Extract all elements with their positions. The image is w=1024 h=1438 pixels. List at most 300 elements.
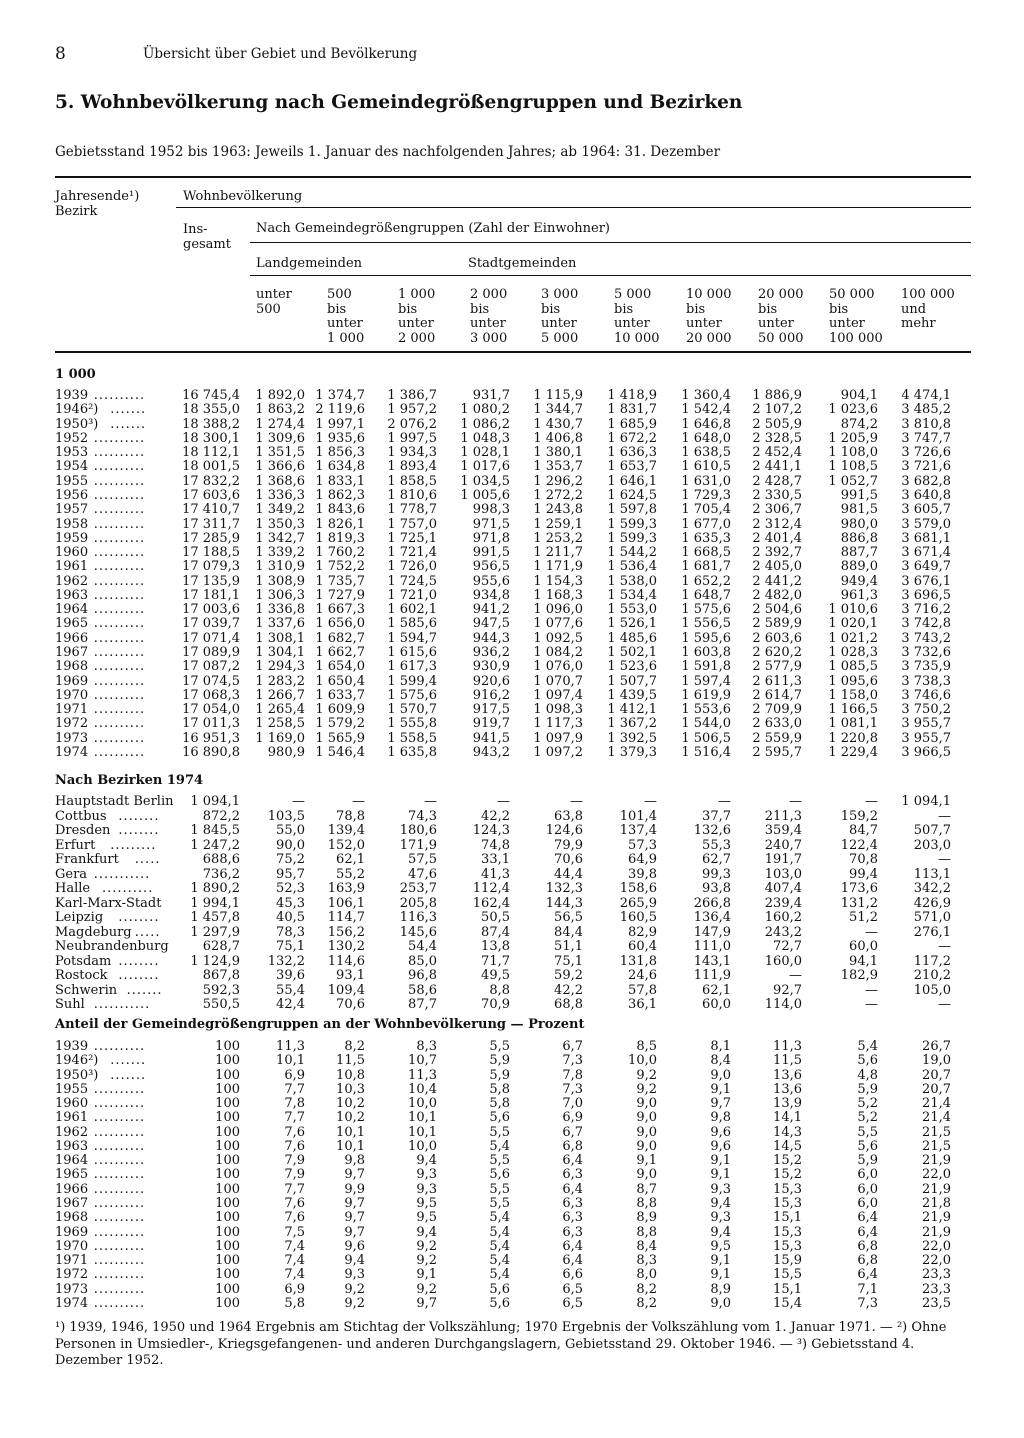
- row-label: 1961: [55, 559, 89, 575]
- table-cell: 163,9: [327, 881, 365, 896]
- table-cell: 85,0: [408, 953, 437, 969]
- table-cell: 956,5: [472, 559, 510, 575]
- table-cell: 96,8: [408, 968, 437, 983]
- table-cell: 17 188,5: [182, 545, 240, 561]
- table-cell: 130,2: [327, 939, 365, 954]
- table-cell: 52,3: [276, 881, 305, 896]
- table-cell: 1 412,1: [607, 702, 657, 718]
- table-cell: 71,7: [481, 953, 510, 969]
- table-cell: 342,2: [913, 881, 951, 896]
- column-header: 1 000 bis unter 2 000: [398, 287, 436, 346]
- table-cell: 931,7: [472, 388, 510, 403]
- table-cell: 2 330,5: [752, 487, 802, 503]
- leader-dots: ...........: [93, 866, 151, 882]
- header-bottom-rule: [55, 351, 971, 353]
- table-cell: 42,4: [276, 997, 305, 1012]
- wohnbevoelkerung-header: Wohnbevölkerung: [183, 189, 303, 204]
- leader-dots: ..........: [93, 1167, 146, 1183]
- table-cell: 13,9: [773, 1096, 802, 1112]
- table-cell: 2 505,9: [752, 416, 802, 432]
- table-cell: 1 599,4: [387, 673, 437, 689]
- table-cell: 17 089,9: [182, 645, 240, 661]
- table-cell: 3 732,6: [901, 645, 951, 661]
- table-cell: 1 220,8: [828, 730, 878, 746]
- table-cell: 13,6: [773, 1067, 802, 1083]
- table-row: [0, 1097, 1024, 1111]
- table-cell: 9,2: [636, 1081, 657, 1097]
- table-cell: 15,2: [773, 1153, 802, 1169]
- table-cell: 6,4: [857, 1224, 878, 1240]
- table-cell: 21,5: [922, 1138, 951, 1154]
- table-cell: 5,6: [489, 1110, 510, 1126]
- table-cell: 1 994,1: [190, 895, 240, 911]
- table-cell: 100: [215, 1067, 240, 1083]
- table-cell: 5,6: [489, 1281, 510, 1297]
- table-cell: 991,5: [840, 487, 878, 503]
- table-cell: 9,5: [710, 1238, 731, 1254]
- table-row: [0, 546, 1024, 560]
- leader-dots: ..........: [93, 1138, 146, 1154]
- table-cell: 9,0: [710, 1295, 731, 1311]
- table-row: [0, 432, 1024, 446]
- table-cell: 100: [215, 1210, 240, 1226]
- table-cell: 22,0: [922, 1238, 951, 1254]
- table-cell: 8,1: [710, 1039, 731, 1054]
- table-cell: 947,5: [472, 616, 510, 632]
- table-cell: 1 735,7: [315, 573, 365, 589]
- table-cell: 100: [215, 1238, 240, 1254]
- table-cell: 17 039,7: [182, 616, 240, 632]
- row-label: 1968: [55, 659, 89, 675]
- table-row: [0, 1183, 1024, 1197]
- table-cell: 79,9: [554, 837, 583, 853]
- table-cell: 9,4: [710, 1195, 731, 1211]
- table-cell: 13,8: [481, 939, 510, 954]
- table-cell: 872,2: [202, 808, 240, 824]
- row-label: 1971: [55, 1253, 89, 1269]
- table-cell: 1 609,9: [315, 702, 365, 718]
- table-cell: 1 575,6: [681, 602, 731, 618]
- row-label: 1974: [55, 745, 89, 760]
- table-cell: 15,5: [773, 1267, 802, 1283]
- table-cell: 6,7: [562, 1124, 583, 1140]
- table-cell: 9,7: [344, 1167, 365, 1183]
- table-cell: 9,6: [710, 1138, 731, 1154]
- table-cell: 21,8: [922, 1195, 951, 1211]
- table-cell: 1 344,7: [533, 402, 583, 418]
- table-cell: 100: [215, 1224, 240, 1240]
- table-cell: 6,6: [562, 1267, 583, 1283]
- row-label: 1964: [55, 1153, 89, 1169]
- table-cell: 18 001,5: [182, 459, 240, 475]
- leader-dots: ..........: [93, 730, 146, 746]
- table-row: [0, 632, 1024, 646]
- row-label: 1952: [55, 430, 89, 446]
- table-cell: 2 633,0: [752, 716, 802, 732]
- table-cell: 2 328,5: [752, 430, 802, 446]
- nach-gruppen-header: Nach Gemeindegrößengruppen (Zahl der Einwohner): [256, 221, 610, 236]
- table-cell: 7,8: [284, 1096, 305, 1112]
- table-cell: 1 682,7: [315, 630, 365, 646]
- table-cell: 10,7: [408, 1053, 437, 1069]
- table-cell: 3 955,7: [901, 716, 951, 732]
- table-cell: 17 079,3: [182, 559, 240, 575]
- table-cell: 21,9: [922, 1181, 951, 1197]
- table-cell: 74,3: [408, 808, 437, 824]
- table-row: [0, 1226, 1024, 1240]
- leader-dots: ........: [118, 968, 160, 983]
- table-cell: 60,0: [702, 997, 731, 1012]
- table-cell: 84,7: [849, 823, 878, 838]
- table-cell: 1 862,3: [315, 487, 365, 503]
- table-cell: 9,6: [710, 1124, 731, 1140]
- row-label: 1950³): [55, 1067, 99, 1083]
- table-cell: 2 589,9: [752, 616, 802, 632]
- table-cell: 57,3: [628, 837, 657, 853]
- table-cell: 5,2: [857, 1110, 878, 1126]
- table-cell: 100: [215, 1053, 240, 1069]
- leader-dots: ..........: [93, 745, 146, 760]
- table-cell: 50,5: [481, 910, 510, 925]
- table-cell: 1 094,1: [190, 794, 240, 809]
- table-cell: 3 640,8: [901, 487, 951, 503]
- table-cell: 991,5: [472, 545, 510, 561]
- table-cell: 60,0: [849, 939, 878, 954]
- table-cell: 980,9: [267, 745, 305, 760]
- table-cell: 1 668,5: [681, 545, 731, 561]
- table-cell: 13,6: [773, 1081, 802, 1097]
- table-cell: 1 086,2: [460, 416, 510, 432]
- table-cell: 9,5: [416, 1210, 437, 1226]
- table-cell: 1 624,5: [607, 487, 657, 503]
- table-cell: 21,4: [922, 1110, 951, 1126]
- table-cell: 100: [215, 1253, 240, 1269]
- row-label: Neubrandenburg: [55, 939, 169, 954]
- table-cell: 8,0: [636, 1267, 657, 1283]
- table-cell: 70,6: [336, 997, 365, 1012]
- table-cell: 1 349,2: [255, 502, 305, 518]
- leader-dots: ..........: [93, 388, 146, 403]
- table-cell: 9,2: [344, 1281, 365, 1297]
- table-cell: 10,0: [408, 1096, 437, 1112]
- row-label: 1950³): [55, 416, 99, 432]
- table-cell: 8,7: [636, 1181, 657, 1197]
- leader-dots: ..........: [102, 881, 154, 896]
- table-cell: 1 819,3: [315, 530, 365, 546]
- table-cell: 934,8: [472, 587, 510, 603]
- table-cell: 100: [215, 1110, 240, 1126]
- table-cell: 15,1: [773, 1210, 802, 1226]
- table-row: [0, 1040, 1024, 1054]
- table-cell: 1 856,3: [315, 445, 365, 461]
- table-cell: 147,9: [693, 924, 731, 940]
- table-cell: 2 452,4: [752, 445, 802, 461]
- table-cell: 1 005,6: [460, 487, 510, 503]
- row-label: 1958: [55, 516, 89, 532]
- table-cell: 15,3: [773, 1181, 802, 1197]
- leader-dots: ..........: [93, 702, 146, 718]
- table-cell: 1 392,5: [607, 730, 657, 746]
- table-cell: 15,3: [773, 1238, 802, 1254]
- table-cell: 131,2: [840, 895, 878, 911]
- table-cell: 736,2: [202, 866, 240, 882]
- table-cell: 2 428,7: [752, 473, 802, 489]
- table-cell: 10,0: [628, 1053, 657, 1069]
- table-cell: 688,6: [202, 852, 240, 867]
- table-cell: 8,4: [710, 1053, 731, 1069]
- table-cell: 874,2: [840, 416, 878, 432]
- table-cell: 42,2: [481, 808, 510, 824]
- table-cell: 55,2: [336, 866, 365, 882]
- table-cell: 9,1: [710, 1153, 731, 1169]
- table-cell: 14,1: [773, 1110, 802, 1126]
- table-cell: 1 648,7: [681, 587, 731, 603]
- table-cell: 70,8: [849, 852, 878, 867]
- table-cell: 8,9: [710, 1281, 731, 1297]
- table-row: [0, 1211, 1024, 1225]
- table-cell: —: [789, 968, 802, 983]
- table-cell: 18 300,1: [182, 430, 240, 446]
- row-label: 1967: [55, 1195, 89, 1211]
- table-cell: 8,3: [416, 1039, 437, 1054]
- table-cell: 1 890,2: [190, 881, 240, 896]
- table-cell: 961,3: [840, 587, 878, 603]
- table-cell: 132,3: [545, 881, 583, 896]
- table-cell: 1 406,8: [533, 430, 583, 446]
- row-label: Erfurt: [55, 837, 96, 853]
- table-row: [0, 460, 1024, 474]
- table-cell: 7,4: [284, 1253, 305, 1269]
- table-cell: 11,3: [276, 1039, 305, 1054]
- table-cell: 9,2: [636, 1067, 657, 1083]
- table-cell: 1 028,3: [828, 645, 878, 661]
- table-cell: 18 355,0: [182, 402, 240, 418]
- table-cell: 109,4: [327, 982, 365, 998]
- table-cell: 949,4: [840, 573, 878, 589]
- leader-dots: ..........: [93, 459, 146, 475]
- table-cell: 1 546,4: [315, 745, 365, 760]
- header-top-rule: [55, 176, 971, 178]
- table-row: [0, 897, 1024, 911]
- table-cell: 1 810,6: [387, 487, 437, 503]
- table-cell: 9,6: [344, 1238, 365, 1254]
- table-cell: 16 745,4: [182, 388, 240, 403]
- table-cell: 276,1: [913, 924, 951, 940]
- table-cell: 21,5: [922, 1124, 951, 1140]
- table-cell: 5,4: [489, 1138, 510, 1154]
- table-cell: 1 439,5: [607, 687, 657, 703]
- table-cell: 5,9: [489, 1067, 510, 1083]
- table-cell: 70,6: [554, 852, 583, 867]
- table-row: [0, 1069, 1024, 1083]
- table-cell: 9,7: [344, 1210, 365, 1226]
- leader-dots: .......: [110, 1067, 147, 1083]
- table-cell: 1 028,1: [460, 445, 510, 461]
- row-label: 1964: [55, 602, 89, 618]
- leader-dots: ..........: [93, 559, 146, 575]
- table-cell: 1 080,2: [460, 402, 510, 418]
- table-cell: 919,7: [472, 716, 510, 732]
- table-cell: 17 410,7: [182, 502, 240, 518]
- table-title: 5. Wohnbevölkerung nach Gemeindegrößengruppen und Bezirken: [55, 92, 743, 113]
- table-cell: 17 181,1: [182, 587, 240, 603]
- table-cell: 1 833,1: [315, 473, 365, 489]
- row-label: 1965: [55, 1167, 89, 1183]
- table-cell: 124,6: [545, 823, 583, 838]
- table-cell: 4 474,1: [901, 388, 951, 403]
- table-cell: 1 351,5: [255, 445, 305, 461]
- table-cell: 87,4: [481, 924, 510, 940]
- table-cell: 9,1: [710, 1253, 731, 1269]
- row-label: 1971: [55, 702, 89, 718]
- table-cell: 1 368,6: [255, 473, 305, 489]
- table-cell: 10,1: [408, 1110, 437, 1126]
- table-cell: 14,5: [773, 1138, 802, 1154]
- table-cell: 5,4: [489, 1224, 510, 1240]
- row-label: Karl-Marx-Stadt: [55, 895, 162, 911]
- table-cell: 158,6: [619, 881, 657, 896]
- table-cell: 6,4: [857, 1210, 878, 1226]
- table-cell: 1 097,9: [533, 730, 583, 746]
- table-cell: 20,7: [922, 1067, 951, 1083]
- table-cell: 21,9: [922, 1153, 951, 1169]
- table-cell: 1 636,3: [607, 445, 657, 461]
- table-row: [0, 1140, 1024, 1154]
- table-cell: 1 656,0: [315, 616, 365, 632]
- table-cell: 1 108,5: [828, 459, 878, 475]
- table-cell: 1 685,9: [607, 416, 657, 432]
- leader-dots: ........: [118, 808, 160, 824]
- table-cell: 2 401,4: [752, 530, 802, 546]
- table-cell: 1 721,0: [387, 587, 437, 603]
- table-cell: 5,5: [489, 1124, 510, 1140]
- table-row: [0, 1168, 1024, 1182]
- table-cell: 955,6: [472, 573, 510, 589]
- table-row: [0, 1254, 1024, 1268]
- table-cell: 94,1: [849, 953, 878, 969]
- table-cell: 17 832,2: [182, 473, 240, 489]
- leader-dots: ..........: [93, 1281, 146, 1297]
- table-cell: 5,4: [857, 1039, 878, 1054]
- table-cell: 100: [215, 1167, 240, 1183]
- table-row: [0, 1283, 1024, 1297]
- row-label: 1961: [55, 1110, 89, 1126]
- page-number: 8: [55, 44, 66, 64]
- table-cell: 82,9: [628, 924, 657, 940]
- table-cell: 9,0: [636, 1138, 657, 1154]
- table-cell: 49,5: [481, 968, 510, 983]
- table-cell: 1 265,4: [255, 702, 305, 718]
- table-cell: 17 074,5: [182, 673, 240, 689]
- table-cell: 156,2: [327, 924, 365, 940]
- table-cell: 59,2: [554, 968, 583, 983]
- row-label: 1973: [55, 730, 89, 746]
- table-cell: 1 935,6: [315, 430, 365, 446]
- table-cell: 1 558,5: [387, 730, 437, 746]
- table-cell: —: [789, 794, 802, 809]
- table-cell: 1 229,4: [828, 745, 878, 760]
- leader-dots: .......: [110, 416, 147, 432]
- table-cell: —: [865, 982, 878, 998]
- table-cell: 1 272,2: [533, 487, 583, 503]
- section-heading: 1 000: [55, 367, 96, 382]
- row-label: Magdeburg: [55, 924, 132, 940]
- table-cell: 1 893,4: [387, 459, 437, 475]
- table-cell: 5,9: [857, 1081, 878, 1097]
- table-cell: 6,8: [562, 1138, 583, 1154]
- table-cell: 24,6: [628, 968, 657, 983]
- table-row: [0, 503, 1024, 517]
- table-cell: 100: [215, 1267, 240, 1283]
- table-cell: 7,1: [857, 1281, 878, 1297]
- table-cell: 1 020,1: [828, 616, 878, 632]
- table-cell: 1 296,2: [533, 473, 583, 489]
- table-cell: 1 677,0: [681, 516, 731, 532]
- row-label: 1959: [55, 530, 89, 546]
- table-cell: 7,5: [284, 1224, 305, 1240]
- table-cell: 5,6: [857, 1053, 878, 1069]
- table-cell: 47,6: [408, 866, 437, 882]
- table-cell: 41,3: [481, 866, 510, 882]
- table-cell: 1 077,6: [533, 616, 583, 632]
- table-cell: 8,3: [636, 1253, 657, 1269]
- table-cell: 17 311,7: [182, 516, 240, 532]
- leader-dots: ...........: [93, 997, 151, 1012]
- table-cell: 1 094,1: [901, 794, 951, 809]
- leader-dots: ..........: [93, 1253, 146, 1269]
- table-row: [0, 1154, 1024, 1168]
- table-cell: 1 168,3: [533, 587, 583, 603]
- column-header: 2 000 bis unter 3 000: [470, 287, 508, 346]
- leader-dots: .....: [134, 852, 161, 867]
- table-cell: 571,0: [913, 910, 951, 925]
- row-label: 1939: [55, 1039, 89, 1054]
- table-cell: 1 538,0: [607, 573, 657, 589]
- table-cell: 240,7: [764, 837, 802, 853]
- leader-dots: ..........: [93, 602, 146, 618]
- table-cell: 9,2: [416, 1281, 437, 1297]
- table-cell: 426,9: [913, 895, 951, 911]
- leader-dots: .......: [110, 1053, 147, 1069]
- table-cell: 9,3: [344, 1267, 365, 1283]
- table-cell: 17 135,9: [182, 573, 240, 589]
- table-cell: 1 646,8: [681, 416, 731, 432]
- table-cell: 10,1: [408, 1124, 437, 1140]
- table-cell: 359,4: [764, 823, 802, 838]
- leader-dots: ..........: [93, 1210, 146, 1226]
- leader-dots: ..........: [93, 1224, 146, 1240]
- table-cell: 100: [215, 1039, 240, 1054]
- table-cell: 132,6: [693, 823, 731, 838]
- table-cell: 75,2: [276, 852, 305, 867]
- table-cell: 10,2: [336, 1096, 365, 1112]
- row-label: 1966: [55, 630, 89, 646]
- row-label: 1939: [55, 388, 89, 403]
- table-cell: 36,1: [628, 997, 657, 1012]
- table-cell: 3 738,3: [901, 673, 951, 689]
- table-cell: 51,1: [554, 939, 583, 954]
- table-cell: 887,7: [840, 545, 878, 561]
- table-cell: 9,7: [344, 1195, 365, 1211]
- table-row: [0, 746, 1024, 760]
- table-cell: 2 504,6: [752, 602, 802, 618]
- table-cell: 9,1: [710, 1167, 731, 1183]
- table-cell: 3 966,5: [901, 745, 951, 760]
- table-cell: 6,4: [562, 1181, 583, 1197]
- row-label: 1967: [55, 645, 89, 661]
- table-cell: 9,7: [710, 1096, 731, 1112]
- table-cell: 550,5: [202, 997, 240, 1012]
